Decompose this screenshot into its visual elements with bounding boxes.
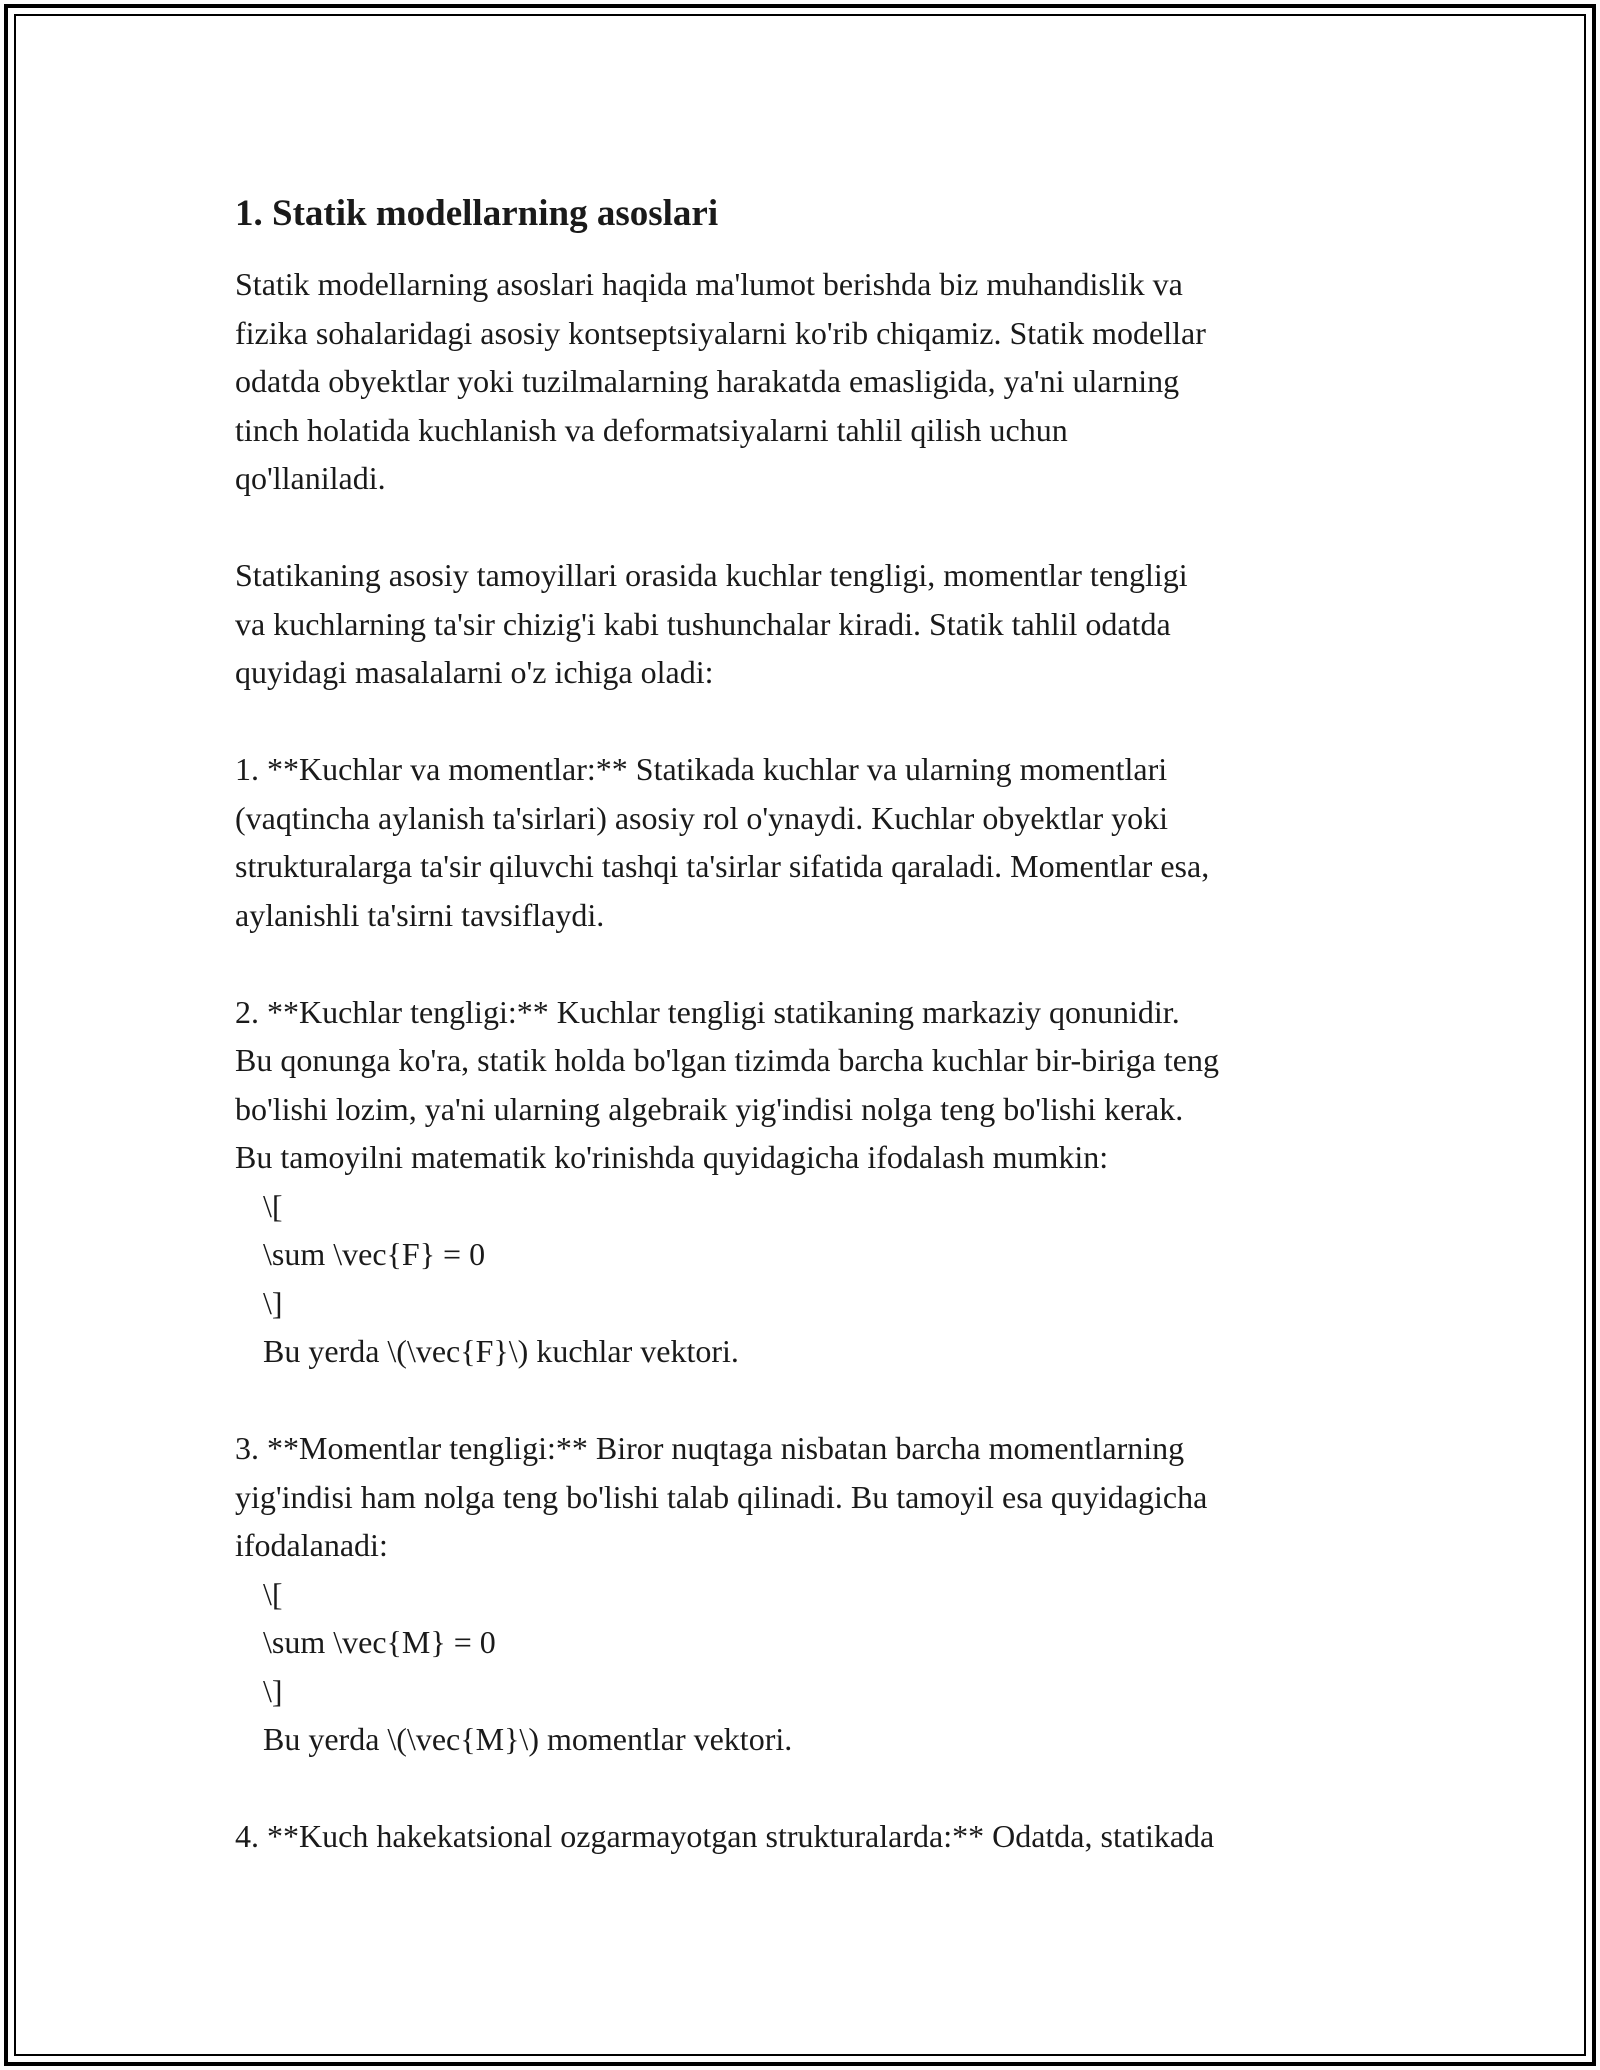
paragraph-gap [235,503,1385,552]
formula-open: \[ [263,1187,283,1224]
formula-note: Bu yerda \(\vec{M}\) momentlar vektori. [263,1721,793,1757]
paragraph-gap [235,1376,1385,1425]
paragraph-intro: Statik modellarning asoslari haqida ma'lumot berishda biz muhandislik va fizika sohalaridagi asosiy kontseptsiyalarni ko'rib chiqamiz. Statik modellar odatda obyektlar yoki tuzilmalarning harakatda emasligida, ya'ni ularning tinch holatida kuchlanish va deformatsiyalarni tahlil qilish uchun qo'llaniladi. [235,266,1206,496]
formula-expression: \sum \vec{F} = 0 [263,1236,486,1272]
paragraph-gap [235,939,1385,988]
paragraph-principles: Statikaning asosiy tamoyillari orasida kuchlar tengligi, momentlar tengligi va kuchlarning ta'sir chizig'i kabi tushunchalar kiradi. Statik tahlil odatda quyidagi masalalarni o'z ichiga oladi: [235,557,1188,690]
list-item-forces-moments: 1. **Kuchlar va momentlar:** Statikada kuchlar va ularning momentlari (vaqtincha aylanish ta'sirlari) asosiy rol o'ynaydi. Kuchlar obyektlar yoki strukturalarga ta'sir qiluvchi tashqi ta'sirlar sifatida qaraladi. Momentlar esa, aylanishli ta'sirni tavsiflaydi. [235,751,1210,933]
paragraph-gap [235,1764,1385,1813]
formula-close: \] [263,1672,283,1709]
formula-moment-block [235,1570,1385,1764]
list-item-force-equilibrium: 2. **Kuchlar tengligi:** Kuchlar tengligi statikaning markaziy qonunidir. Bu qonunga ko'ra, statik holda bo'lgan tizimda barcha kuchlar bir-biriga teng bo'lishi lozim, ya'ni ularning algebraik yig'indisi nolga teng bo'lishi kerak. Bu tamoyilni matematik ko'rinishda quyidagicha ifodalash mumkin: [235,993,1219,1175]
list-item-structures: 4. **Kuch hakekatsional ozgarmayotgan strukturalarda:** Odatda, statikada [235,1818,1215,1854]
paragraph-gap [235,697,1385,746]
document-body [235,188,1385,1861]
formula-force-block [235,1182,1385,1376]
formula-note: Bu yerda \(\vec{F}\) kuchlar vektori. [263,1333,739,1369]
formula-open: \[ [263,1575,283,1612]
list-item-moment-equilibrium: 3. **Momentlar tengligi:** Biror nuqtaga nisbatan barcha momentlarning yig'indisi ham nolga teng bo'lishi talab qilinadi. Bu tamoyil esa quyidagicha ifodalanadi: [235,1430,1208,1563]
section-title: 1. Statik modellarning asoslari [235,193,719,234]
formula-expression: \sum \vec{M} = 0 [263,1624,496,1660]
formula-close: \] [263,1284,283,1321]
